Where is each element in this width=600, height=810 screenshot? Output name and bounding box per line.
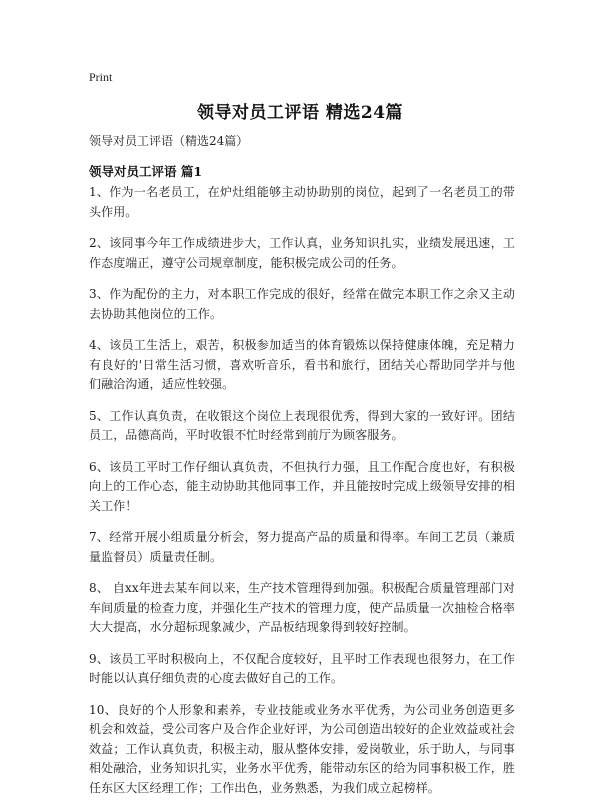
print-label: Print xyxy=(89,70,113,84)
document-subtitle: 领导对员工评语（精选24篇） xyxy=(89,134,249,148)
paragraph-3: 3、作为配份的主力，对本职工作完成的很好，经常在做完本职工作之余又主动去协助其他岗位的工作。 xyxy=(89,287,515,321)
paragraph-4: 4、该员工生活上，艰苦，积极参加适当的体育锻炼以保持健康体魄，充足精力有良好的'日常生活习惯，喜欢听音乐，看书和旅行，团结关心帮助同学并与他们融洽沟通，适应性较强。 xyxy=(89,338,515,391)
paragraph-1: 1、作为一名老员工，在炉灶组能够主动协助别的岗位，起到了一名老员工的带头作用。 xyxy=(89,185,515,219)
paragraph-5: 5、工作认真负责，在收银这个岗位上表现很优秀，得到大家的一致好评。团结员工，品德高尚，平时收银不忙时经常到前厅为顾客服务。 xyxy=(89,408,515,442)
paragraph-7: 7、经常开展小组质量分析会，努力提高产品的质量和得率。车间工艺员（兼质量监督员）质量责任制。 xyxy=(89,530,515,564)
document-body xyxy=(89,183,515,810)
paragraph-10: 10、良好的个人形象和素养，专业技能或业务水平优秀，为公司业务创造更多机会和效益，受公司客户及合作企业好评，为公司创造出较好的企业效益或社会效益；工作认真负责，积极主动，服从整体安排，爱岗敬业，乐于助人，与同事相处融洽，业务知识扎实，业务水平优秀，能带动东区的给为同事积极工作，胜任东区大区经理工作；工作出色，业务熟悉，为我们成立起榜样。 xyxy=(89,702,515,795)
paragraph-8: 8、 自xx年进去某车间以来，生产技术管理得到加强。积极配合质量管理部门对车间质量的检查力度，并强化生产技术的管理力度，使产品质量一次抽检合格率大大提高，水分超标现象减少，产品板结现象得到较好控制。 xyxy=(89,581,515,634)
section-heading: 领导对员工评语 篇1 xyxy=(89,164,203,179)
paragraph-9: 9、该员工平时积极向上，不仅配合度较好，且平时工作表现也很努力，在工作时能以认真仔细负责的心度去做好自己的工作。 xyxy=(89,651,515,685)
page-title: 领导对员工评语 精选24篇 xyxy=(196,103,404,123)
paragraph-6: 6、该员工平时工作仔细认真负责，不但执行力强，且工作配合度也好，有积极向上的工作心态，能主动协助其他同事工作，并且能按时完成上级领导安排的相关工作！ xyxy=(89,459,515,513)
paragraph-2: 2、该同事今年工作成绩进步大，工作认真，业务知识扎实，业绩发展迅速，工作态度端正，遵守公司规章制度，能积极完成公司的任务。 xyxy=(89,236,515,270)
